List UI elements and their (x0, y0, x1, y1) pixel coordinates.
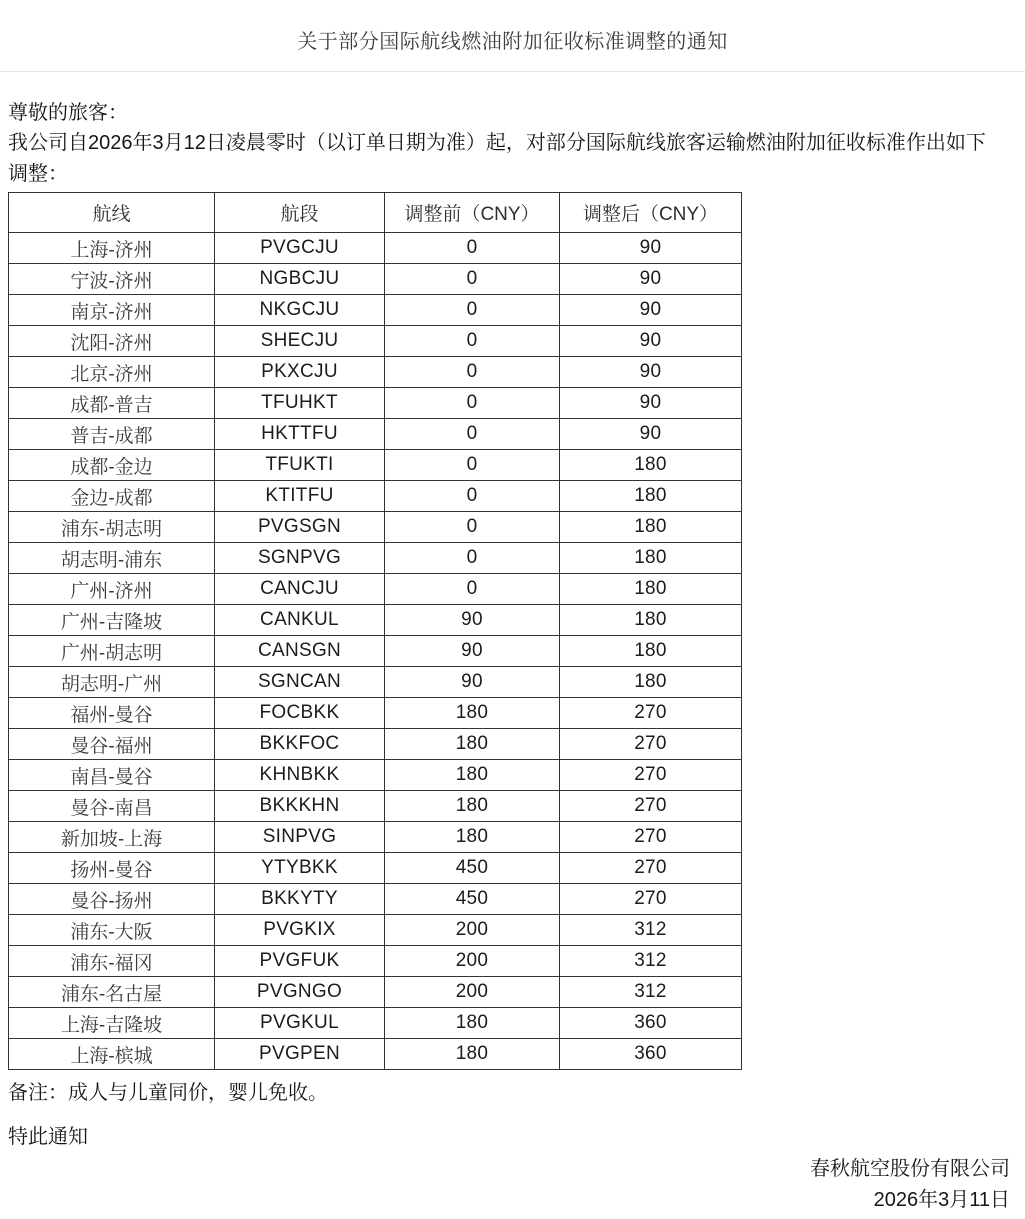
cell-route: 南京-济州 (9, 295, 215, 326)
table-row (9, 636, 742, 667)
cell-route: 曼谷-福州 (9, 729, 215, 760)
cell-after: 270 (560, 884, 742, 915)
table-row (9, 326, 742, 357)
cell-route: 浦东-福冈 (9, 946, 215, 977)
table-row (9, 605, 742, 636)
cell-route: 沈阳-济州 (9, 326, 215, 357)
cell-segment: CANSGN (215, 636, 385, 667)
body-paragraph-line2: 调整： (8, 163, 68, 185)
cell-segment: NKGCJU (215, 295, 385, 326)
closing-text: 特此通知 (8, 1126, 88, 1148)
notice-date: 2026年3月11日 (873, 1189, 1010, 1211)
cell-before: 200 (385, 977, 560, 1008)
cell-route: 上海-槟城 (9, 1039, 215, 1070)
cell-segment: BKKYTY (215, 884, 385, 915)
cell-route: 扬州-曼谷 (9, 853, 215, 884)
cell-before: 450 (385, 884, 560, 915)
title-divider (0, 71, 1025, 72)
cell-route: 胡志明-浦东 (9, 543, 215, 574)
cell-before: 90 (385, 605, 560, 636)
table-row (9, 264, 742, 295)
cell-after: 312 (560, 915, 742, 946)
cell-route: 浦东-名古屋 (9, 977, 215, 1008)
cell-route: 成都-普吉 (9, 388, 215, 419)
header-route: 航线 (9, 193, 215, 233)
cell-segment: CANCJU (215, 574, 385, 605)
table-row (9, 822, 742, 853)
cell-after: 270 (560, 822, 742, 853)
cell-before: 0 (385, 481, 560, 512)
cell-segment: SGNCAN (215, 667, 385, 698)
cell-before: 0 (385, 233, 560, 264)
cell-after: 180 (560, 481, 742, 512)
cell-segment: SINPVG (215, 822, 385, 853)
cell-segment: PVGPEN (215, 1039, 385, 1070)
fare-table-body (9, 233, 742, 1070)
cell-after: 270 (560, 853, 742, 884)
fare-table (8, 192, 742, 1070)
cell-segment: TFUHKT (215, 388, 385, 419)
table-row (9, 481, 742, 512)
header-segment: 航段 (215, 193, 385, 233)
cell-route: 浦东-胡志明 (9, 512, 215, 543)
header-after: 调整后（CNY） (560, 193, 742, 233)
cell-after: 180 (560, 450, 742, 481)
cell-before: 0 (385, 450, 560, 481)
cell-after: 90 (560, 326, 742, 357)
cell-segment: BKKFOC (215, 729, 385, 760)
cell-before: 200 (385, 946, 560, 977)
cell-after: 180 (560, 543, 742, 574)
table-row (9, 419, 742, 450)
cell-before: 0 (385, 543, 560, 574)
table-row (9, 388, 742, 419)
cell-segment: PKXCJU (215, 357, 385, 388)
cell-before: 0 (385, 512, 560, 543)
cell-after: 180 (560, 574, 742, 605)
cell-route: 上海-济州 (9, 233, 215, 264)
cell-after: 312 (560, 977, 742, 1008)
cell-before: 90 (385, 636, 560, 667)
table-row (9, 295, 742, 326)
cell-before: 180 (385, 760, 560, 791)
body-paragraph-line1: 我公司自2026年3月12日凌晨零时（以订单日期为准）起，对部分国际航线旅客运输燃油附加征收标准作出如下 (8, 132, 986, 154)
cell-route: 胡志明-广州 (9, 667, 215, 698)
cell-segment: SGNPVG (215, 543, 385, 574)
cell-route: 新加坡-上海 (9, 822, 215, 853)
table-row (9, 915, 742, 946)
table-row (9, 1039, 742, 1070)
table-header-row (9, 193, 742, 233)
cell-before: 0 (385, 419, 560, 450)
cell-after: 360 (560, 1039, 742, 1070)
cell-segment: CANKUL (215, 605, 385, 636)
cell-after: 270 (560, 698, 742, 729)
cell-after: 90 (560, 419, 742, 450)
cell-segment: FOCBKK (215, 698, 385, 729)
cell-route: 曼谷-南昌 (9, 791, 215, 822)
cell-segment: KTITFU (215, 481, 385, 512)
cell-before: 180 (385, 1039, 560, 1070)
table-row (9, 884, 742, 915)
greeting-text: 尊敬的旅客： (8, 102, 128, 124)
table-row (9, 233, 742, 264)
cell-after: 270 (560, 729, 742, 760)
page-title: 关于部分国际航线燃油附加征收标准调整的通知 (297, 31, 728, 53)
cell-before: 0 (385, 295, 560, 326)
signature-block (0, 1154, 1025, 1216)
cell-after: 180 (560, 512, 742, 543)
cell-before: 180 (385, 729, 560, 760)
cell-after: 312 (560, 946, 742, 977)
table-row (9, 543, 742, 574)
cell-after: 270 (560, 760, 742, 791)
cell-before: 180 (385, 791, 560, 822)
table-row (9, 1008, 742, 1039)
cell-before: 0 (385, 574, 560, 605)
cell-route: 上海-吉隆坡 (9, 1008, 215, 1039)
cell-route: 金边-成都 (9, 481, 215, 512)
table-row (9, 357, 742, 388)
cell-after: 90 (560, 264, 742, 295)
cell-before: 450 (385, 853, 560, 884)
cell-before: 180 (385, 698, 560, 729)
cell-after: 90 (560, 357, 742, 388)
table-row (9, 760, 742, 791)
cell-route: 广州-胡志明 (9, 636, 215, 667)
cell-after: 90 (560, 233, 742, 264)
cell-before: 0 (385, 357, 560, 388)
cell-before: 0 (385, 264, 560, 295)
header-before: 调整前（CNY） (385, 193, 560, 233)
cell-segment: NGBCJU (215, 264, 385, 295)
company-name: 春秋航空股份有限公司 (810, 1158, 1010, 1180)
cell-segment: PVGCJU (215, 233, 385, 264)
cell-after: 180 (560, 667, 742, 698)
cell-after: 180 (560, 605, 742, 636)
remark-text: 备注：成人与儿童同价，婴儿免收。 (8, 1082, 328, 1104)
table-row (9, 853, 742, 884)
cell-route: 南昌-曼谷 (9, 760, 215, 791)
cell-before: 180 (385, 1008, 560, 1039)
fare-table-header (9, 193, 742, 233)
table-row (9, 729, 742, 760)
cell-route: 北京-济州 (9, 357, 215, 388)
cell-segment: SHECJU (215, 326, 385, 357)
cell-segment: PVGFUK (215, 946, 385, 977)
cell-route: 成都-金边 (9, 450, 215, 481)
table-row (9, 512, 742, 543)
cell-route: 福州-曼谷 (9, 698, 215, 729)
cell-after: 360 (560, 1008, 742, 1039)
cell-segment: PVGNGO (215, 977, 385, 1008)
cell-segment: YTYBKK (215, 853, 385, 884)
table-row (9, 574, 742, 605)
table-row (9, 450, 742, 481)
cell-route: 广州-济州 (9, 574, 215, 605)
cell-after: 90 (560, 388, 742, 419)
cell-route: 浦东-大阪 (9, 915, 215, 946)
cell-segment: HKTTFU (215, 419, 385, 450)
cell-segment: PVGKIX (215, 915, 385, 946)
cell-segment: BKKKHN (215, 791, 385, 822)
cell-before: 200 (385, 915, 560, 946)
cell-before: 0 (385, 326, 560, 357)
cell-route: 广州-吉隆坡 (9, 605, 215, 636)
cell-segment: PVGSGN (215, 512, 385, 543)
cell-before: 90 (385, 667, 560, 698)
cell-segment: KHNBKK (215, 760, 385, 791)
cell-route: 曼谷-扬州 (9, 884, 215, 915)
cell-segment: PVGKUL (215, 1008, 385, 1039)
cell-after: 270 (560, 791, 742, 822)
table-row (9, 977, 742, 1008)
table-row (9, 698, 742, 729)
cell-route: 宁波-济州 (9, 264, 215, 295)
table-row (9, 946, 742, 977)
cell-before: 180 (385, 822, 560, 853)
cell-segment: TFUKTI (215, 450, 385, 481)
table-row (9, 791, 742, 822)
table-row (9, 667, 742, 698)
cell-route: 普吉-成都 (9, 419, 215, 450)
cell-before: 0 (385, 388, 560, 419)
cell-after: 180 (560, 636, 742, 667)
cell-after: 90 (560, 295, 742, 326)
